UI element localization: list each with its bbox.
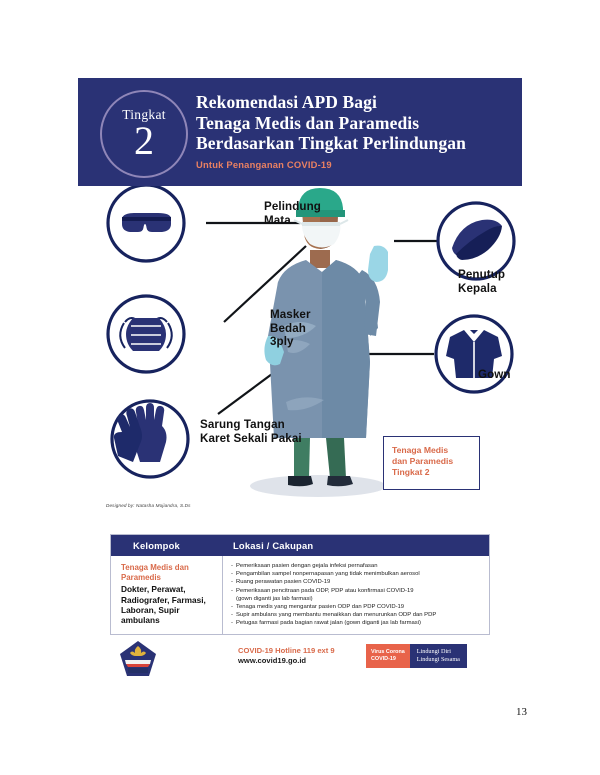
list-item [231, 578, 483, 586]
list-item [231, 587, 483, 595]
scope-item-7: Petugas farmasi pada bagian rawat jalan (gown diganti jas lab farmasi) [236, 620, 422, 627]
scope-item-2: Pengambilan sampel nonpernapasan yang tidak menimbulkan aerosol [236, 571, 420, 578]
list-item [231, 611, 483, 619]
label-eye-line1: Pelindung [264, 200, 321, 213]
table-header-lokasi: Lokasi / Cakupan [233, 540, 314, 551]
table-header-kelompok: Kelompok [133, 540, 180, 551]
badge-orange-line2: COVID-19 [371, 656, 396, 662]
scope-item-4-continuation: (gown diganti jas lab farmasi) [236, 595, 313, 602]
badge-orange-line1: Virus Corona [371, 648, 405, 655]
scope-item-6: Supir ambulans yang membantu menaikkan dan menurunkan ODP dan PDP [236, 612, 437, 619]
footer-contact [238, 646, 335, 666]
label-gloves-line1: Sarung Tangan [200, 418, 285, 431]
designer-credit: Designed by: Natasha Mojiandra, S.Ds [106, 503, 191, 508]
gloves-icon [112, 401, 188, 477]
label-mask-line2: Bedah [270, 321, 306, 335]
callout-line1: Tenaga Medis [392, 445, 449, 455]
badge-blue-line1: Lindungi Diri [416, 647, 451, 655]
callout-line3: Tingkat 2 [392, 467, 430, 477]
list-item [231, 562, 483, 570]
scope-item-5: Tenaga medis yang mengantar pasien ODP dan PDP COVID-19 [236, 604, 405, 611]
ppe-table [110, 534, 490, 635]
bullet-dash: - [231, 612, 233, 619]
page-number: 13 [516, 706, 527, 718]
label-surgical-mask [270, 308, 311, 349]
level-badge-number: 2 [134, 117, 154, 163]
label-gloves [200, 418, 302, 445]
badge-lindungi-diri [410, 644, 467, 668]
bullet-dash: - [231, 604, 233, 611]
poster-header [78, 78, 522, 186]
garuda-emblem-icon [118, 640, 158, 680]
list-item [231, 603, 483, 611]
callout-line2: dan Paramedis [392, 456, 454, 466]
table-header-row [111, 535, 489, 556]
infographic-poster [78, 78, 522, 700]
header-text-block [196, 92, 514, 170]
bullet-dash: - [231, 620, 233, 627]
illustration-area [78, 186, 522, 534]
scope-item-1: Pemeriksaan pasien dengan gejala infeksi pernafasan [236, 563, 378, 569]
label-head-line1: Penutup [458, 268, 506, 281]
label-head-line2: Kepala [458, 281, 497, 295]
scope-item-3: Ruang perawatan pasien COVID-19 [236, 579, 331, 586]
bullet-dash: - [231, 571, 233, 578]
label-eye-line2: Mata [264, 213, 291, 227]
poster-footer [78, 638, 522, 684]
footer-hotline: COVID-19 Hotline 119 ext 9 [238, 646, 335, 655]
group-members: Dokter, Perawat, Radiografer, Farmasi, Laboran, Supir ambulans [121, 584, 206, 626]
goggles-icon [108, 186, 184, 261]
badge-virus-corona [366, 644, 410, 668]
bullet-dash: - [231, 579, 233, 586]
table-cell-kelompok [111, 556, 223, 634]
bullet-dash: - [231, 587, 233, 594]
label-mask-line1: Masker [270, 308, 311, 321]
header-subtitle: Untuk Penanganan COVID-19 [196, 158, 332, 170]
table-row [111, 556, 489, 634]
label-gloves-line2: Karet Sekali Pakai [200, 431, 302, 445]
level-callout-box [383, 436, 480, 490]
level-badge [100, 90, 188, 178]
title-line-2: Tenaga Medis dan Paramedis [196, 112, 420, 133]
list-item [231, 570, 483, 578]
group-title-line2: Paramedis [121, 572, 161, 582]
footer-website[interactable]: www.covid19.go.id [238, 656, 307, 665]
label-eye-protection [264, 200, 321, 227]
footer-badges [366, 644, 467, 668]
label-gown: Gown [478, 368, 511, 381]
list-item [231, 619, 483, 627]
level-badge-word: Tingkat [122, 107, 166, 123]
bullet-dash: - [231, 563, 233, 569]
scope-item-4: Pemeriksaan pencitraan pada ODP, PDP atau konfirmasi COVID-19 [236, 587, 414, 594]
title-line-1: Rekomendasi APD Bagi [196, 92, 377, 112]
group-title-line1: Tenaga Medis dan [121, 563, 189, 572]
table-cell-lokasi [223, 556, 489, 634]
badge-blue-line2: Lindungi Sesama [416, 656, 460, 663]
title-line-3: Berdasarkan Tingkat Perlindungan [196, 133, 466, 153]
surgical-mask-icon [108, 296, 184, 372]
label-head-cover [458, 268, 505, 295]
label-mask-line3: 3ply [270, 335, 294, 348]
